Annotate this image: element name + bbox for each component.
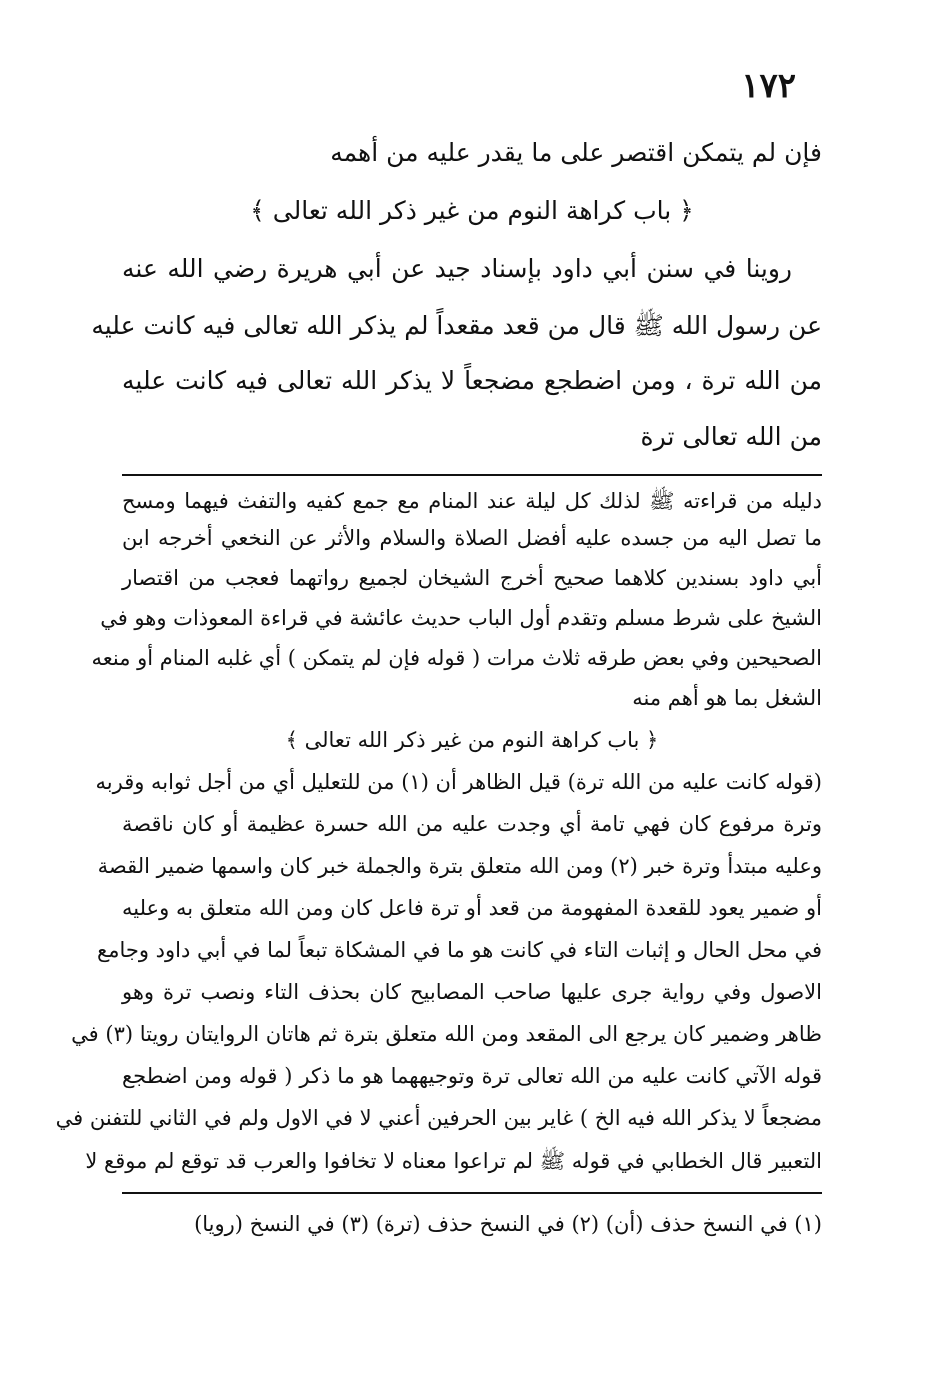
commentary-heading: ﴿ باب كراهة النوم من غير ذكر الله تعالى ﴾ bbox=[285, 728, 659, 752]
commentary-line: دليله من قراءته ﷺ لذلك كل ليلة عند المنام مع جمع كفيه والتفث فيهما ومسح bbox=[122, 489, 822, 513]
commentary-line: في محل الحال و إثبات التاء في كانت هو ما في المشكاة تبعاً لما في أبي داود وجامع bbox=[97, 938, 822, 962]
main-line: من الله تعالى ترة bbox=[640, 422, 822, 451]
commentary-line: مضجعاً لا يذكر الله فيه الخ ) غاير بين الحرفين أعني لا في الاول ولم في الثاني للتفنن في bbox=[55, 1106, 822, 1130]
commentary-line: الصحيحين وفي بعض طرقه ثلاث مرات ( قوله فإن لم يتمكن ) أي غلبه المنام أو منعه bbox=[91, 646, 822, 670]
commentary-line: التعبير قال الخطابي في قوله ﷺ لم تراعوا معناه لا تخافوا والعرب قد توقع لم موقع لا bbox=[85, 1149, 822, 1173]
commentary-line: ما تصل اليه من جسده عليه أفضل الصلاة والسلام والأثر عن النخعي أخرجه ابن bbox=[122, 526, 822, 550]
commentary-line: الشيخ على شرط مسلم وتقدم أول الباب حديث عائشة في قراءة المعوذات وهو في bbox=[100, 606, 822, 630]
chapter-heading: ﴿ باب كراهة النوم من غير ذكر الله تعالى ﴾ bbox=[250, 196, 694, 225]
page-number: ١٧٢ bbox=[741, 66, 796, 106]
commentary-line: أبي داود بسندين كلاهما صحيح أخرج الشيخان لجميع رواتهما فعجب من اقتصار bbox=[122, 566, 822, 590]
commentary-line: الاصول وفي رواية جرى عليها صاحب المصابيح كان بحذف التاء ونصب ترة وهو bbox=[122, 980, 822, 1004]
commentary-line: قوله الآتي كانت عليه من الله تعالى ترة وتوجيههما هو ما ذكر ( قوله ومن اضطجع bbox=[122, 1064, 822, 1088]
commentary-line: ظاهر وضمير كان يرجع الى المقعد ومن الله متعلق بترة ثم هاتان الروايتان رويتا (٣) في bbox=[71, 1022, 822, 1046]
main-line: فإن لم يتمكن اقتصر على ما يقدر عليه من أهمه bbox=[330, 138, 822, 167]
commentary-line: أو ضمير يعود للقعدة المفهومة من قعد أو ترة فاعل كان ومن الله متعلق به وعليه bbox=[122, 896, 822, 920]
commentary-line: وترة مرفوع كان فهي تامة أي وجدت عليه من الله حسرة عظيمة أو كان ناقصة bbox=[122, 812, 822, 836]
footnotes: (١) في النسخ حذف (أن) (٢) في النسخ حذف (ترة) (٣) في النسخ (رويا) bbox=[194, 1212, 822, 1236]
main-line: عن رسول الله ﷺ قال من قعد مقعداً لم يذكر الله تعالى فيه كانت عليه bbox=[91, 311, 822, 340]
commentary-line: (قوله كانت عليه من الله ترة) قيل الظاهر أن (١) من للتعليل أي من أجل ثوابه وقربه bbox=[95, 770, 822, 794]
separator-rule bbox=[122, 474, 822, 476]
commentary-line: الشغل بما هو أهم منه bbox=[632, 686, 822, 710]
footnote-rule bbox=[122, 1192, 822, 1194]
main-line: من الله ترة ، ومن اضطجع مضجعاً لا يذكر الله تعالى فيه كانت عليه bbox=[122, 366, 822, 395]
commentary-line: وعليه مبتدأ وترة خبر (٢) ومن الله متعلق بترة والجملة خبر كان واسمها ضمير القصة bbox=[97, 854, 822, 878]
main-line: روينا في سنن أبي داود بإسناد جيد عن أبي هريرة رضي الله عنه bbox=[122, 254, 792, 283]
